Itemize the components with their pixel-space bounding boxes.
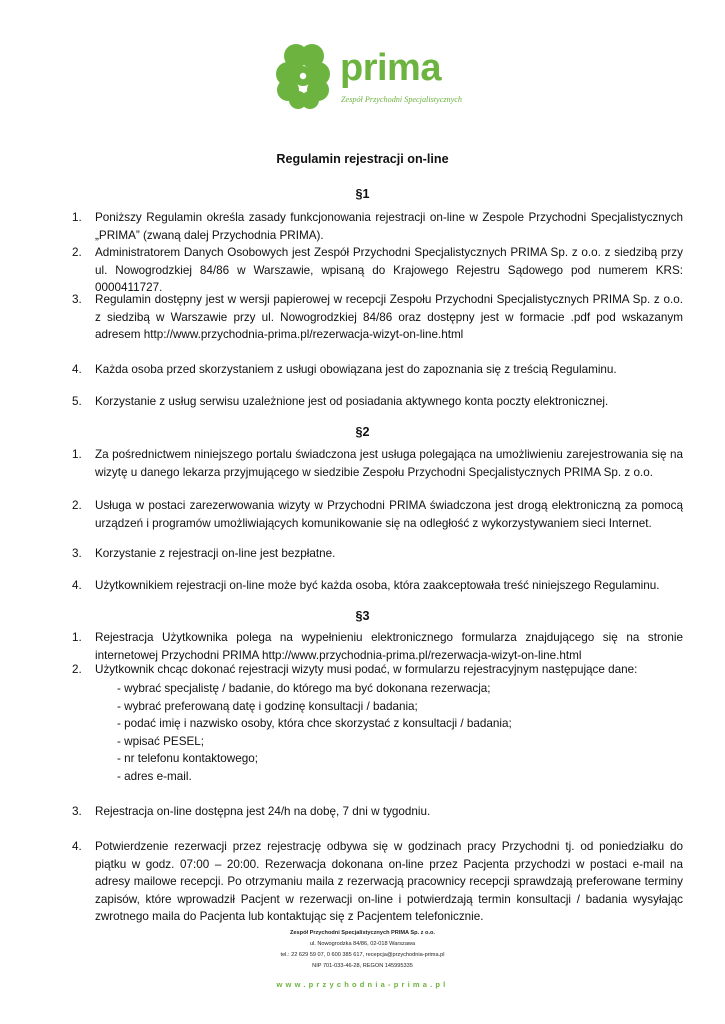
item-text: Za pośrednictwem niniejszego portalu świadczona jest usługa polegająca na umożliwieniu zarejestrowania się na wizytę u danego lekarza przyjmującego w siedzibie Zespołu Przychodni Specjalistycznych PRIMA Sp. z o.o. [95, 448, 683, 479]
sublist-item: - adres e-mail. [117, 770, 192, 783]
item-number: 3. [72, 293, 82, 306]
list-item [72, 661, 683, 679]
item-number: 3. [72, 805, 82, 818]
item-number: 2. [72, 663, 82, 676]
list-item [72, 838, 683, 926]
list-item [72, 577, 683, 595]
list-item [72, 497, 683, 532]
sublist-item: - wpisać PESEL; [117, 735, 205, 748]
sublist-item: - podać imię i nazwisko osoby, która chce skorzystać z konsultacji / badania; [117, 717, 512, 730]
item-number: 1. [72, 631, 82, 644]
sublist-item: - wybrać specjalistę / badanie, do którego ma być dokonana rezerwacja; [117, 682, 491, 695]
item-text: Rejestracja on-line dostępna jest 24/h na dobę, 7 dni w tygodniu. [95, 805, 431, 818]
item-number: 2. [72, 499, 82, 512]
list-item [72, 393, 683, 411]
item-text: Poniższy Regulamin określa zasady funkcjonowania rejestracji on-line w Zespole Przychodni Specjalistycznych „PRIMA” (zwaną dalej Przychodnia PRIMA). [95, 211, 683, 242]
section-heading-3: §3 [355, 609, 370, 623]
list-item [72, 803, 683, 821]
item-number: 1. [72, 448, 82, 461]
item-text: Regulamin dostępny jest w wersji papierowej w recepcji Zespołu Przychodni Specjalistycznych PRIMA Sp. z o.o. z siedzibą w Warszawie przy ul. Nowogrodzkiej 84/86 oraz dostępny jest w formacie .pdf pod wskazanym adresem http://www.przychodnia-prima.pl/rezerwacja-wizyt-on-line.html [95, 293, 683, 341]
item-text: Potwierdzenie rezerwacji przez rejestrację odbywa się w godzinach pracy Przychodni tj. od poniedziałku do piątku w godz. 07:00 – 20:00. Rezerwacja dokonana on-line przez Pacjenta przychodzi w postaci e-mail na adresy mailowe recepcji. Po otrzymaniu maila z rezerwacją pracownicy recepcji sprawdzają preferowane terminy zapisów, które wprowadził Pacjent w rezerwacji on-line i potwierdzają termin konsultacji / badania wysyłając zwrotnego maila do Pacjenta lub kontaktując się z Pacjentem telefonicznie. [95, 840, 683, 923]
list-item [72, 209, 683, 244]
item-text: Korzystanie z usług serwisu uzależnione jest od posiadania aktywnego konta poczty elektronicznej. [95, 395, 609, 408]
list-item [72, 361, 683, 379]
section-heading-2: §2 [355, 425, 370, 439]
list-item [72, 446, 683, 481]
footer-address: ul. Nowogrodzka 84/86, 02-018 Warszawa [309, 941, 416, 947]
item-number: 2. [72, 246, 82, 259]
footer-ids: NIP 701-033-46-28, REGON 145995335 [312, 963, 413, 969]
sublist-item: - nr telefonu kontaktowego; [117, 752, 258, 765]
brand-name: prima [340, 47, 441, 89]
list-item [72, 244, 683, 297]
item-text: Rejestracja Użytkownika polega na wypełnieniu elektronicznego formularza znajdującego się na stronie internetowej Przychodni PRIMA http://www.przychodnia-prima.pl/rezerwacja-wizyt-on-line.html [95, 631, 683, 662]
list-item [72, 629, 683, 664]
list-item [72, 291, 683, 344]
item-number: 4. [72, 579, 82, 592]
footer-contact: tel.: 22 629 59 07, 0 600 385 617, recepcja@przychodnia-prima.pl [280, 952, 445, 958]
item-text: Każda osoba przed skorzystaniem z usługi obowiązana jest do zapoznania się z treścią Regulaminu. [95, 363, 617, 376]
brand-subtitle: Zespół Przychodni Specjalistycznych [341, 95, 462, 104]
item-text: Użytkownik chcąc dokonać rejestracji wizyty musi podać, w formularzu rejestracyjnym następujące dane: [95, 663, 638, 676]
page-title: Regulamin rejestracji on-line [276, 152, 449, 166]
item-number: 3. [72, 547, 82, 560]
item-text: Korzystanie z rejestracji on-line jest bezpłatne. [95, 547, 336, 560]
item-text: Usługa w postaci zarezerwowania wizyty w Przychodni PRIMA świadczona jest drogą elektroniczną za pomocą urządzeń i programów umożliwiających komunikowanie się na odległość z wykorzystywaniem sieci Internet. [95, 499, 683, 530]
item-number: 4. [72, 363, 82, 376]
sublist-item: - wybrać preferowaną datę i godzinę konsultacji / badania; [117, 700, 418, 713]
item-number: 5. [72, 395, 82, 408]
footer-company: Zespół Przychodni Specjalistycznych PRIMA Sp. z o.o. [290, 930, 435, 936]
section-heading-1: §1 [355, 187, 370, 201]
item-number: 4. [72, 840, 82, 853]
footer-website-link[interactable]: www.przychodnia-prima.pl [276, 980, 449, 989]
item-text: Administratorem Danych Osobowych jest Zespół Przychodni Specjalistycznych PRIMA Sp. z o.o. z siedzibą przy ul. Nowogrodzkiej 84/86 w Warszawie, wpisaną do Krajowego Rejestru Sądowego pod numerem KRS: 0000411727. [95, 246, 683, 294]
item-number: 1. [72, 211, 82, 224]
list-item [72, 545, 683, 563]
item-text: Użytkownikiem rejestracji on-line może być każda osoba, która zaakceptowała treść niniejszego Regulaminu. [95, 579, 660, 592]
